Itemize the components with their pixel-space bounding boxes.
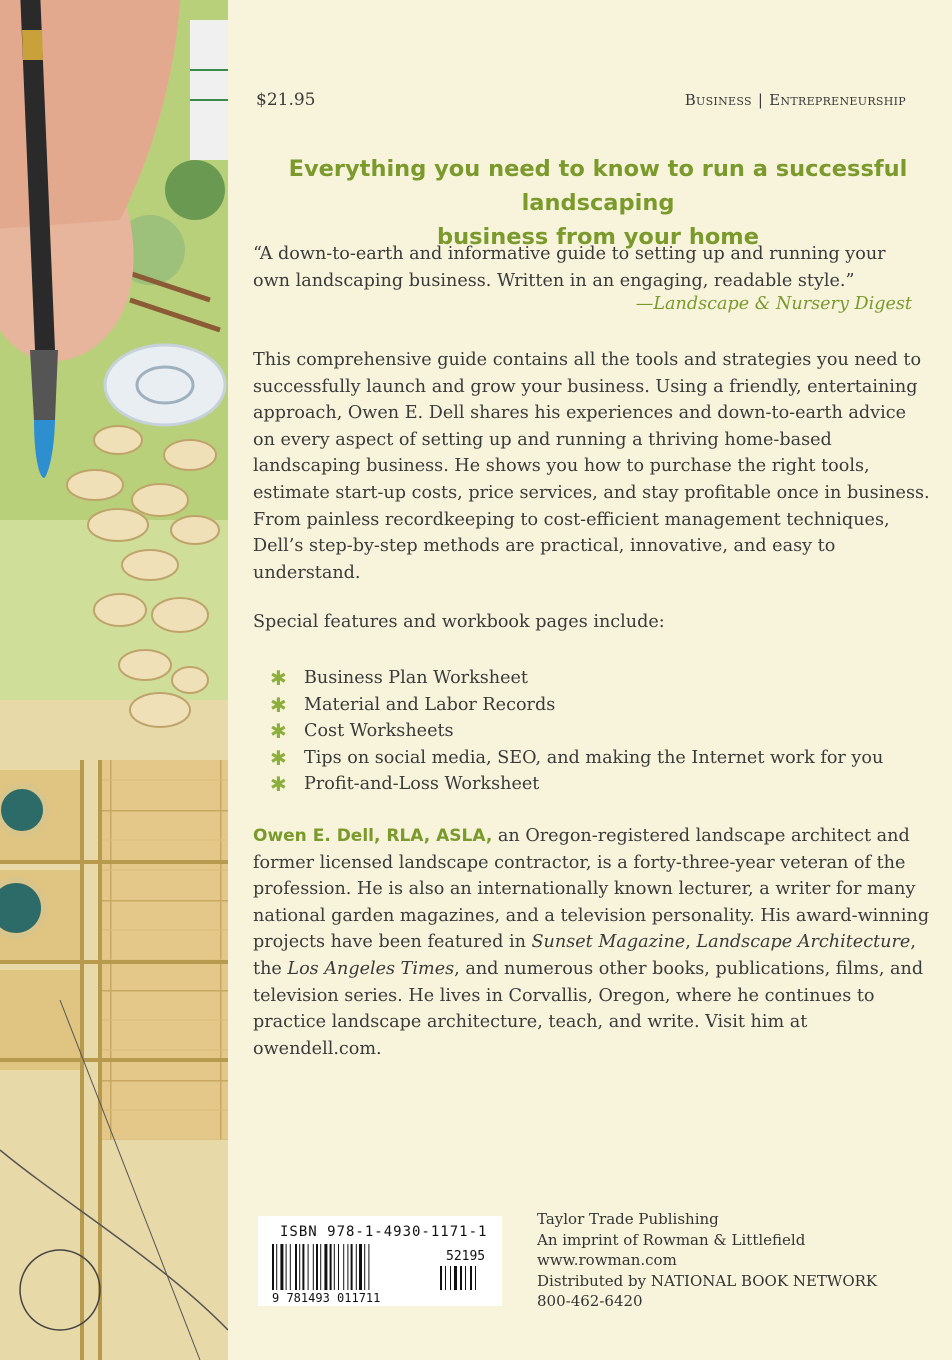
category-separator: | [757, 91, 764, 109]
category-label [685, 91, 906, 109]
isbn-number: ISBN 978-1-4930-1171-1 [280, 1224, 488, 1240]
price-code: 52195 [446, 1249, 486, 1264]
review-quote: “A down-to-earth and informative guide to setting up and running your own landscaping business. Written in an engaging, readable style.” [253, 244, 886, 291]
category-entrepreneurship: Entrepreneurship [769, 91, 906, 109]
publisher-info [537, 1209, 877, 1312]
publisher-imprint: An imprint of Rowman & Littlefield [537, 1230, 806, 1249]
cover-illustration [0, 0, 228, 1360]
headline-line-1: Everything you need to know to run a successful landscaping [288, 156, 908, 216]
ean-digits: 9 781493 011711 [272, 1291, 381, 1305]
barcode-graphic [258, 1216, 502, 1306]
feature-text: Tips on social media, SEO, and making the Internet work for you [304, 747, 884, 768]
asterisk-bullet-icon: ✱ [270, 772, 287, 797]
review-source: —Landscape & Nursery Digest [635, 294, 912, 314]
back-cover-content [228, 0, 952, 1360]
publication-sunset: Sunset Magazine [531, 932, 686, 953]
author-bio [253, 823, 933, 1062]
bio-text-1: an Oregon-registered landscape architect and former licensed landscape contractor, is a forty-three-year veteran of the profession. He is also an internationally known lecturer, a writer for many national garden magazines, and a television personality. His award-winning projects have been featured in [253, 826, 930, 953]
bio-sep-1: , [685, 932, 697, 953]
list-item [270, 665, 883, 692]
feature-text: Cost Worksheets [304, 721, 454, 742]
publisher-distributor: Distributed by NATIONAL BOOK NETWORK [537, 1271, 878, 1290]
features-list [270, 665, 883, 798]
feature-text: Profit-and-Loss Worksheet [304, 774, 540, 795]
bio-text-3: , and numerous other books, publications, films, and television series. He lives in Corvallis, Oregon, where he continues to practice landscape architecture, teach, and write. Visit him at owendell.com. [253, 958, 924, 1059]
feature-text: Material and Labor Records [304, 694, 556, 715]
publisher-website: www.rowman.com [537, 1251, 677, 1269]
feature-text: Business Plan Worksheet [304, 668, 528, 688]
bio-text-2: , the [253, 932, 916, 979]
publication-la-times: Los Angeles Times [287, 958, 455, 979]
category-business: Business [684, 91, 752, 109]
asterisk-bullet-icon: ✱ [270, 719, 287, 744]
book-description: This comprehensive guide contains all the tools and strategies you need to successfully launch and grow your business. Using a friendly, entertaining approach, Owen E. Dell shares his experiences and down-to-earth advice on every aspect of setting up and running a thriving home-based landscaping business. He shows you how to purchase the right tools, estimate start-up costs, price services, and stay profitable once in business. From painless recordkeeping to cost-efficient management techniques, Dell’s step-by-step methods are practical, innovative, and easy to understand. [253, 350, 930, 583]
price: $21.95 [256, 90, 316, 110]
asterisk-bullet-icon: ✱ [270, 666, 287, 690]
features-intro: Special features and workbook pages include: [253, 612, 665, 632]
asterisk-bullet-icon: ✱ [270, 745, 287, 770]
list-item [270, 771, 883, 798]
author-name: Owen E. Dell, RLA, ASLA, [253, 826, 493, 846]
list-item [270, 745, 883, 772]
publication-landscape-architecture: Landscape Architecture [696, 932, 911, 953]
list-item [270, 718, 883, 745]
isbn-barcode [258, 1216, 502, 1306]
publisher-phone: 800-462-6420 [537, 1292, 643, 1310]
headline-line-2: business from your home [437, 224, 759, 250]
publisher-name: Taylor Trade Publishing [537, 1210, 719, 1228]
landscape-plan-drawing [0, 0, 228, 1360]
headline [248, 152, 948, 254]
asterisk-bullet-icon: ✱ [270, 692, 287, 717]
list-item [270, 692, 883, 719]
